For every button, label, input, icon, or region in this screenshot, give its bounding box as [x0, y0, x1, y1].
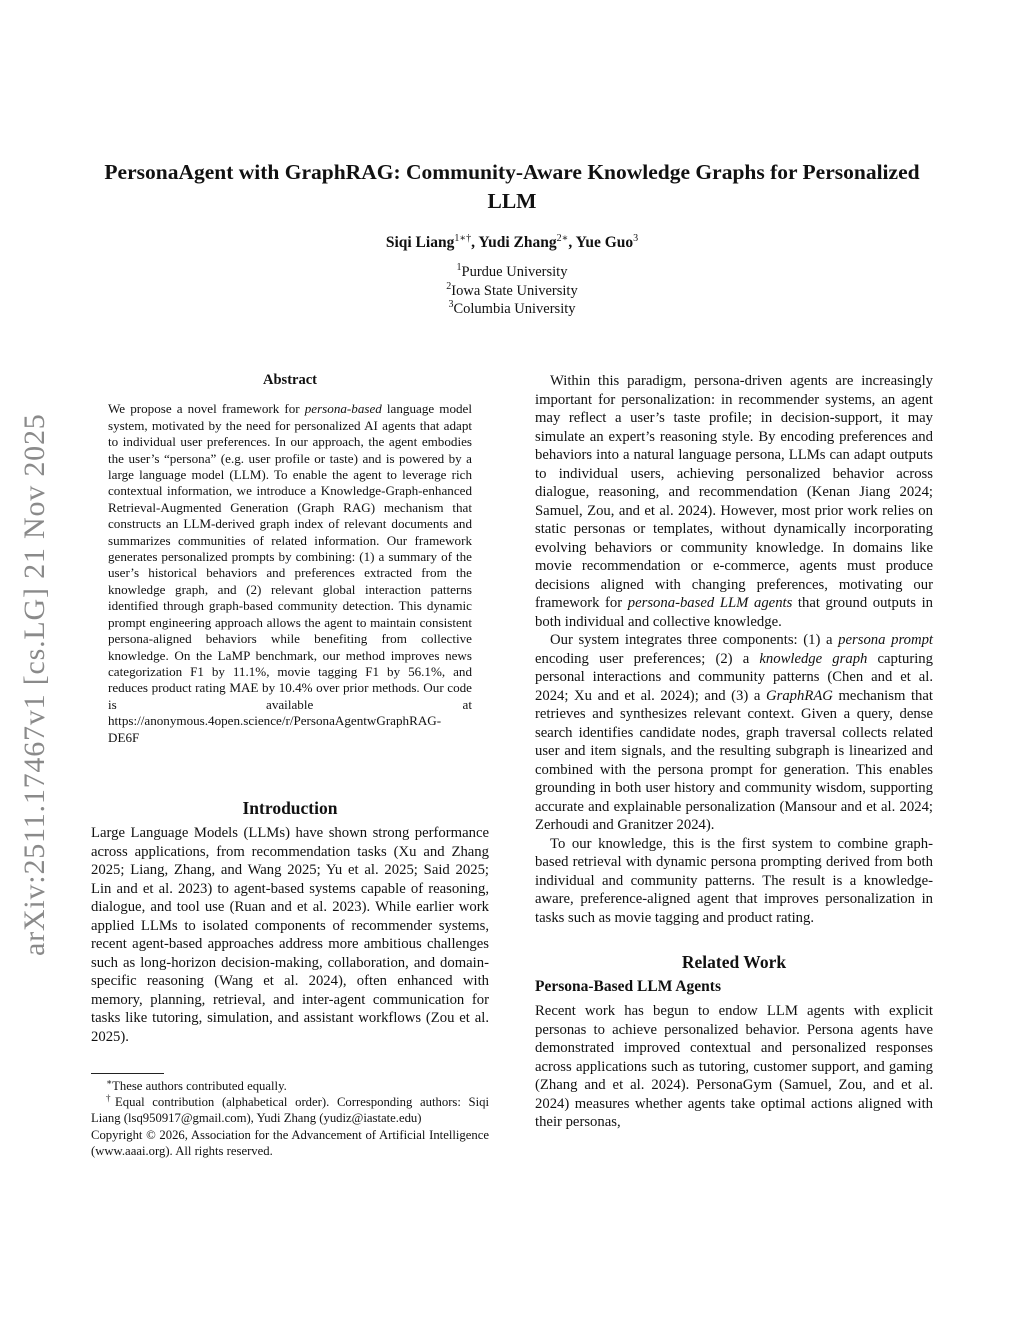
emphasized-text: persona-based [304, 401, 382, 417]
emphasized-text: knowledge graph [759, 650, 868, 667]
text-run: language model system, motivated by the need for personalized AI agents that adapt to individual user preferences. In our approach, the agent embodies the user’s “persona” (e.g. user profile or taste) and is powered by a large language model (LLM). To enable the agent to leverage rich contextual information, we introduce a Knowledge-Graph-enhanced Retrieval-Augmented Generation (Graph RAG) mechanism that constructs an LLM-derived graph index of relevant documents and summarizes communities of related information. Our framework generates personalized prompts by combining: (1) a summary of the user’s historical behaviors and preferences extracted from the knowledge graph, and (2) relevant global interaction patterns identified through graph-based community detection. This dynamic prompt engineering approach allows the agent to maintain consistent persona-aligned behaviors while benefiting from collective knowledge. On the LaMP benchmark, our method improves news categorization F1 by 11.1%, movie tagging F1 by 56.1%, and reduces product rating MAE by 10.4% over prior methods. Our code is available at https://anonymous.4open.science/r/PersonaAgentwGraphRAG-DE6F [108, 401, 472, 745]
text-run: mechanism that retrieves and synthesizes relevant context. Given a query, dense search identifies candidate nodes, graph traversal collects related user and item signals, and the resulting subgraph is linearized and combined with the persona prompt for generation. This enables grounding in both user history and community wisdom, supporting accurate and explainable personalization (Mansour and et al. 2024; Zerhoudi and Granitzer 2024). [535, 687, 933, 833]
paragraph [535, 372, 933, 631]
paper-title: PersonaAgent with GraphRAG: Community-Aware Knowledge Graphs for Personalized LLM [104, 160, 920, 213]
text-run: Recent work has begun to endow LLM agents with explicit personas to achieve personalized behavior. Persona agents have demonstrated improved contextual and personalized responses across applications such as tutoring, customer support, and gaming (Zhang and et al. 2024). PersonaGym (Samuel, Zou, and et al. 2024) measures whether agents take optimal actions aligned with their personas, [535, 1003, 933, 1130]
footnote: †Equal contribution (alphabetical order). Corresponding authors: Siqi Liang (lsq950917@gmail.com), Yudi Zhang (yudiz@iastate.edu) [91, 1092, 490, 1126]
footnote: ∗These authors contributed equally. [106, 1076, 287, 1093]
paragraph [91, 824, 489, 1046]
abstract [108, 372, 472, 746]
footnotes [91, 1078, 489, 1159]
affiliation: $^3$Columbia University [448, 299, 576, 317]
text-run: We propose a novel framework for [108, 401, 305, 417]
intro-continued [535, 372, 933, 927]
footnote-rule [91, 1073, 164, 1074]
affiliation: $^1$Purdue University [456, 262, 568, 280]
affiliation-list [100, 263, 924, 319]
abstract-heading: Abstract [263, 372, 317, 388]
left-column [91, 797, 489, 1046]
affiliation: $^2$Iowa State University [446, 280, 578, 299]
introduction-body [91, 824, 489, 1046]
arxiv-identifier: arXiv:2511.17467v1 [cs.LG] 21 Nov 2025 [18, 413, 51, 956]
related-work-body [535, 1002, 933, 1132]
author: Siqi Liang$^{1∗\dagger}$, [385, 232, 479, 251]
persona-agents-subheading: Persona-Based LLM Agents [535, 978, 721, 995]
copyright-notice: Copyright © 2026, Association for the Advancement of Artificial Intelligence (www.aaai.org). All rights reserved. [91, 1127, 489, 1158]
text-run: Within this paradigm, persona-driven agents are increasingly important for personalization: in recommender systems, an agent may reflect a user’s taste profile; in decision-support, it may simulate an expert’s reasoning style. By encoding preferences and behaviors into a natural language persona, LLMs can adapt outputs to individual users, achieving personalized behavior across dialogue, reasoning, and recommendation (Kenan Jiang 2024; Samuel, Zou, and et al. 2024). However, most prior work relies on static personas or templates, without dynamically incorporating evolving behaviors or community knowledge. In domains like movie recommendation or e-commerce, agents must produce decisions aligned with changing preferences, motivating our framework for [535, 373, 933, 611]
abstract-text [108, 401, 472, 746]
text-run: Large Language Models (LLMs) have shown strong performance across applications, from recommendation tasks (Xu and Zhang 2025; Liang, Zhang, and Wang 2025; Yu et al. 2025; Said 2025; Lin and et al. 2023) to agent-based systems capable of reasoning, dialogue, and tool use (Ruan and et al. 2023). While earlier work applied LLMs to isolated components of recommender systems, recent agent-based approaches address more ambitious challenges such as long-horizon decision-making, collaboration, and domain-specific reasoning (Wang et al. 2024), often enhanced with memory, planning, retrieval, and inter-agent communication for tasks like tutoring, simulation, and assistant workflows (Zou et al. 2025). [91, 825, 489, 1045]
related-work-heading: Related Work [681, 952, 787, 972]
author: Yue Guo$^3$ [575, 232, 639, 251]
text-run: that ground outputs in both individual and collective knowledge. [535, 595, 934, 630]
paragraph [535, 631, 933, 835]
paragraph [535, 1002, 933, 1132]
text-run: Our system integrates three components: (1) a [550, 632, 839, 648]
text-run: capturing personal interactions and community patterns (Chen and et al. 2024; Xu and et al. 2024); and (3) a [535, 650, 933, 704]
author: Yudi Zhang$^{2∗}$, [478, 232, 576, 251]
text-run: encoding user preferences; (2) a [535, 650, 760, 667]
introduction-heading: Introduction [242, 798, 338, 818]
emphasized-text: persona prompt [838, 632, 933, 648]
emphasized-text: persona-based LLM agents [627, 595, 793, 611]
paragraph [535, 835, 933, 928]
text-run: To our knowledge, this is the first system to combine graph-based retrieval with dynamic persona prompting derived from both individual and community patterns. The result is a knowledge-aware, preference-aligned agent that improves personalization in tasks such as movie tagging and product rating. [535, 835, 933, 926]
emphasized-text: GraphRAG [766, 687, 833, 704]
author-list [100, 233, 924, 253]
right-column [535, 372, 933, 1132]
